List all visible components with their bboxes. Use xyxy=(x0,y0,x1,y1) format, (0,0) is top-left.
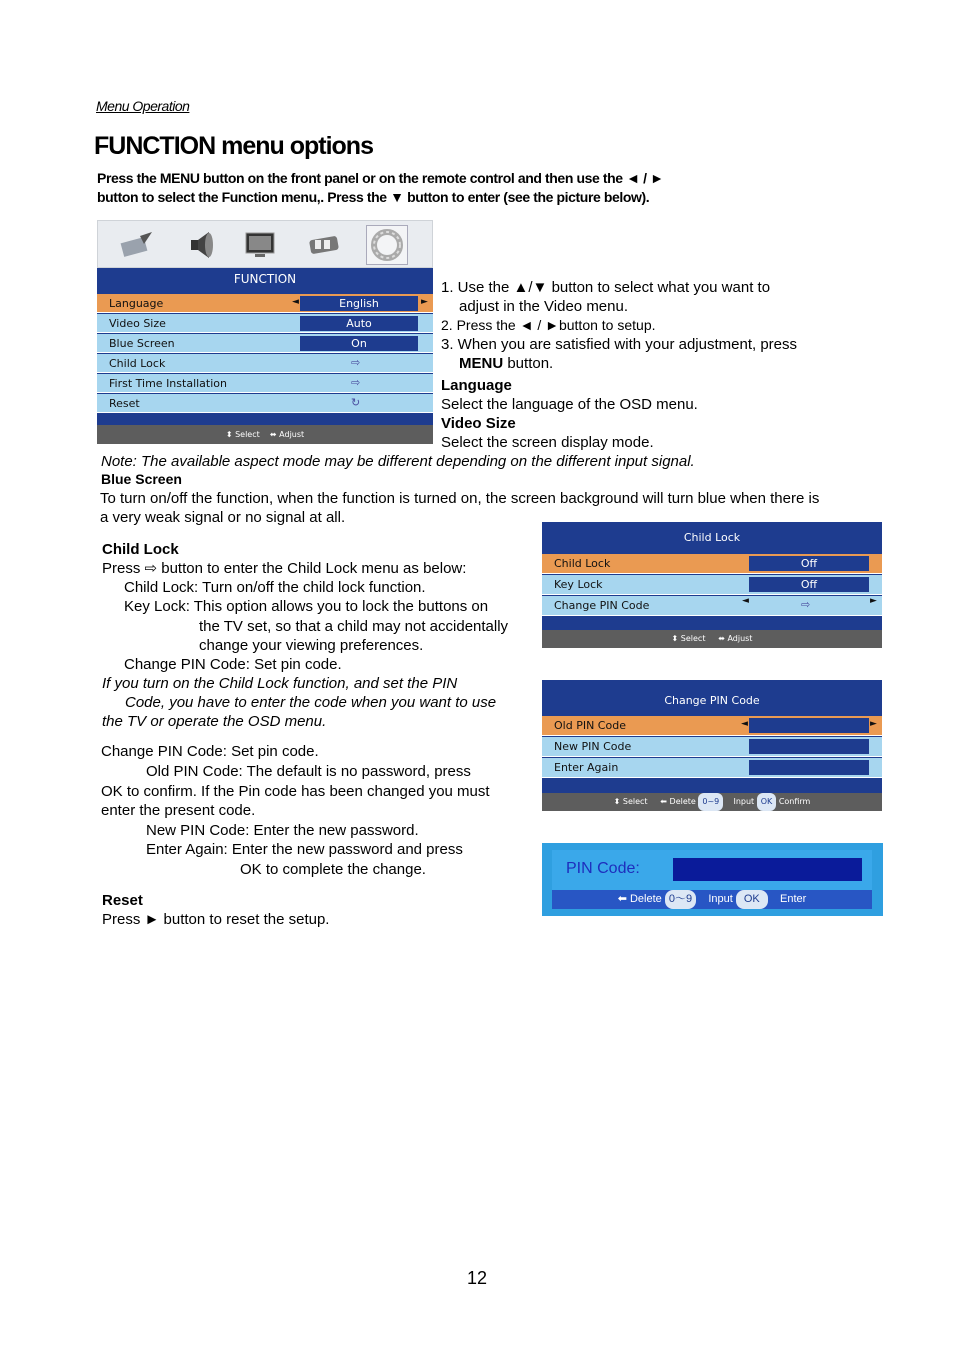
left-arrow-icon: ◄ xyxy=(742,596,749,606)
step-3b: MENU button. xyxy=(459,355,554,372)
blue-screen-line-1: To turn on/off the function, when the function is turned on, the screen background will turn blue when there is xyxy=(100,490,820,507)
child-lock-italic-2: Code, you have to enter the code when you want to use xyxy=(125,694,497,711)
blue-screen-heading: Blue Screen xyxy=(101,471,182,487)
step-1a: 1. Use the ▲/▼ button to select what you want to xyxy=(441,279,771,296)
osd-row-child-lock-toggle[interactable]: Child Lock Off xyxy=(542,554,882,574)
reset-icon: ↻ xyxy=(351,396,361,409)
enter-again-field[interactable] xyxy=(749,760,869,775)
enter-arrow-icon: ⇨ xyxy=(351,356,361,369)
osd-row-first-time-installation[interactable]: First Time Installation ⇨ xyxy=(97,374,433,393)
enter-arrow-icon: ⇨ xyxy=(801,598,811,611)
pin-code-field[interactable] xyxy=(673,858,862,881)
video-size-text: Select the screen display mode. xyxy=(441,434,654,451)
adjust-arrows-icon: ⬌ xyxy=(269,430,277,439)
function-icon xyxy=(366,225,408,265)
left-arrow-icon: ◄ xyxy=(292,297,299,307)
adjust-arrows-icon: ⬌ xyxy=(718,634,725,643)
change-pin-osd-footer: ⬍ Select ⬅ Delete 0~9 Input OK Confirm xyxy=(542,793,882,811)
child-lock-osd xyxy=(542,522,882,648)
video-size-heading: Video Size xyxy=(441,415,516,432)
pin-code-osd xyxy=(542,843,883,916)
osd-row-key-lock[interactable]: Key Lock Off xyxy=(542,575,882,595)
child-lock-line-3: Key Lock: This option allows you to lock the buttons on xyxy=(124,598,489,615)
pin-code-footer: ⬅ Delete 0～9 Input OK Enter xyxy=(552,890,872,909)
right-arrow-icon: ► xyxy=(870,596,877,606)
intro-line-2: button to select the Function menu,. Press the ▼ button to enter (see the picture below). xyxy=(97,189,650,205)
right-arrow-icon: ► xyxy=(421,297,428,307)
osd-row-reset[interactable]: Reset ↻ xyxy=(97,394,433,413)
reset-text: Press ► button to reset the setup. xyxy=(102,911,330,928)
setup-icon xyxy=(306,227,342,263)
child-lock-osd-footer: ⬍ Select ⬌ Adjust xyxy=(542,630,882,648)
change-pin-line-6: Enter Again: Enter the new password and press xyxy=(146,841,463,858)
language-text: Select the language of the OSD menu. xyxy=(441,396,698,413)
change-pin-line-3: OK to confirm. If the Pin code has been changed you must xyxy=(101,783,490,800)
change-pin-line-4: enter the present code. xyxy=(101,802,256,819)
child-lock-heading: Child Lock xyxy=(102,541,179,558)
child-lock-italic-1: If you turn on the Child Lock function, and set the PIN xyxy=(102,675,458,692)
section-tag: Menu Operation xyxy=(96,98,190,114)
child-lock-italic-3: the TV or operate the OSD menu. xyxy=(102,713,327,730)
enter-arrow-icon: ⇨ xyxy=(351,376,361,389)
osd-row-child-lock[interactable]: Child Lock ⇨ xyxy=(97,354,433,373)
right-arrow-icon: ► xyxy=(870,719,877,729)
osd-row-new-pin[interactable]: New PIN Code xyxy=(542,737,882,757)
change-pin-line-5: New PIN Code: Enter the new password. xyxy=(146,822,419,839)
change-pin-line-1: Change PIN Code: Set pin code. xyxy=(101,743,319,760)
pin-code-label: PIN Code: xyxy=(566,860,640,877)
sound-icon xyxy=(184,227,220,263)
child-lock-osd-title: Child Lock xyxy=(683,531,741,544)
osd-row-old-pin[interactable]: Old PIN Code ◄ ► xyxy=(542,716,882,736)
child-lock-line-6: Change PIN Code: Set pin code. xyxy=(124,656,342,673)
menu-icon-strip xyxy=(97,220,433,268)
blue-screen-line-2: a very weak signal or no signal at all. xyxy=(100,509,346,526)
osd-row-video-size[interactable]: Video Size Auto xyxy=(97,314,433,333)
step-2: 2. Press the ◄ / ►button to setup. xyxy=(441,317,656,333)
child-lock-line-1: Press ⇨ button to enter the Child Lock menu as below: xyxy=(102,560,467,577)
osd-row-enter-again[interactable]: Enter Again xyxy=(542,758,882,778)
change-pin-osd-title: Change PIN Code xyxy=(664,694,760,707)
left-arrow-icon: ◄ xyxy=(741,719,748,729)
child-lock-line-5: change your viewing preferences. xyxy=(199,637,424,654)
change-pin-line-7: OK to complete the change. xyxy=(240,861,426,878)
change-pin-line-2: Old PIN Code: The default is no password, press xyxy=(146,763,471,780)
step-3a: 3. When you are satisfied with your adjustment, press xyxy=(441,336,798,353)
delete-arrow-icon: ⬅ xyxy=(660,797,667,806)
page-title: FUNCTION menu options xyxy=(94,132,373,160)
reset-heading: Reset xyxy=(102,892,143,909)
select-arrows-icon: ⬍ xyxy=(671,634,679,643)
function-osd xyxy=(97,268,433,444)
picture-icon xyxy=(118,227,154,263)
old-pin-field[interactable] xyxy=(749,718,869,733)
aspect-note: Note: The available aspect mode may be different depending on the different input signal. xyxy=(101,453,695,470)
intro-line-1: Press the MENU button on the front panel or on the remote control and then use the ◄ / ► xyxy=(97,170,664,186)
select-arrows-icon: ⬍ xyxy=(613,797,621,806)
page-number: 12 xyxy=(466,1268,488,1288)
osd-row-language[interactable]: Language ◄ English ► xyxy=(97,294,433,313)
new-pin-field[interactable] xyxy=(749,739,869,754)
osd-row-blue-screen[interactable]: Blue Screen On xyxy=(97,334,433,353)
tv-icon xyxy=(242,227,278,263)
osd-row-change-pin-code[interactable]: Change PIN Code ◄ ⇨ ► xyxy=(542,596,882,616)
language-heading: Language xyxy=(441,377,512,394)
select-arrows-icon: ⬍ xyxy=(225,430,233,439)
function-osd-footer: ⬍ Select ⬌ Adjust xyxy=(97,425,433,444)
child-lock-line-4: the TV set, so that a child may not accidentally xyxy=(199,618,509,635)
step-1b: adjust in the Video menu. xyxy=(459,298,629,315)
child-lock-line-2: Child Lock: Turn on/off the child lock function. xyxy=(124,579,426,596)
function-osd-title: FUNCTION xyxy=(233,272,297,286)
change-pin-osd xyxy=(542,680,882,811)
delete-arrow-icon: ⬅ xyxy=(617,893,627,905)
